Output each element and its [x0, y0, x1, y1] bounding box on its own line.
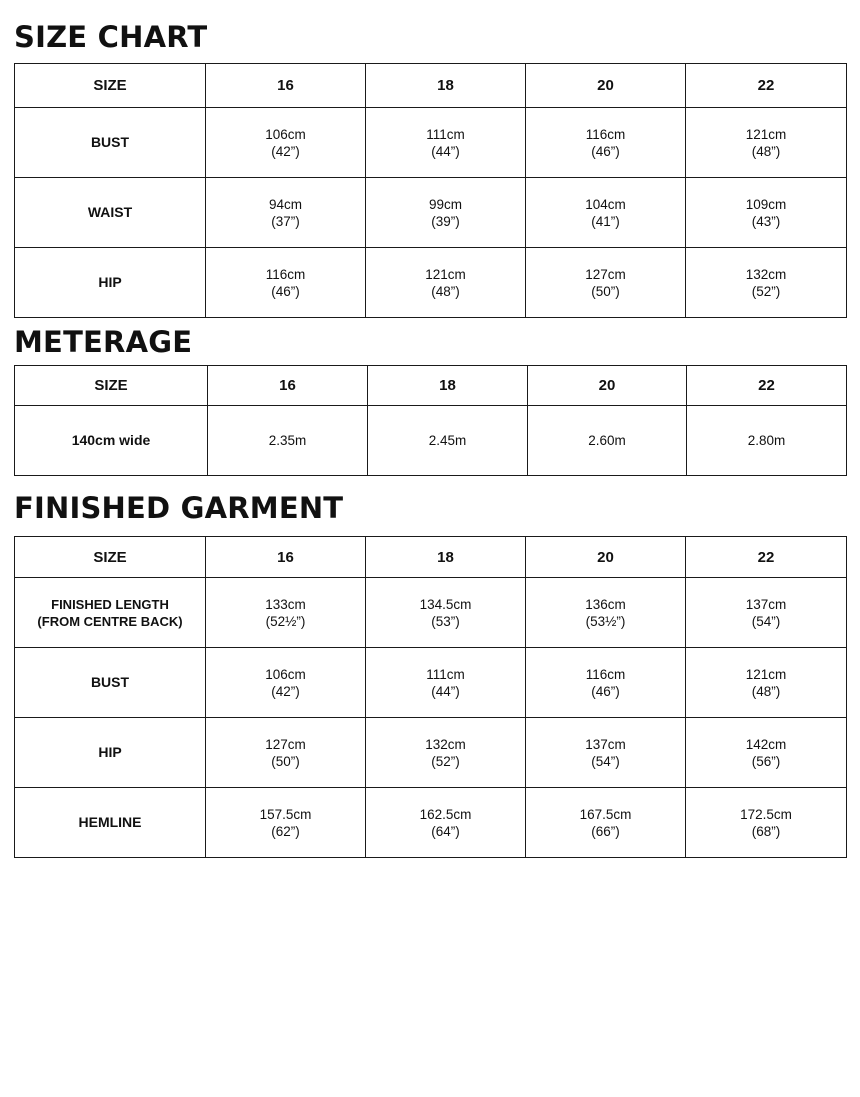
cm-value: 172.5cm — [740, 806, 792, 822]
measurement-cell — [686, 718, 847, 788]
measurement-cell — [366, 108, 526, 178]
header-cell-20: 20 — [526, 537, 686, 578]
inch-value: (53½”) — [585, 613, 626, 629]
header-cell-22: 22 — [686, 537, 847, 578]
cm-value: 133cm — [265, 596, 306, 612]
cm-value: 121cm — [745, 666, 787, 682]
table-row — [15, 788, 847, 858]
meterage-cell: 2.45m — [368, 406, 528, 476]
meterage-cell: 2.35m — [208, 406, 368, 476]
cm-value: 109cm — [745, 196, 787, 212]
inch-value: (52”) — [431, 753, 460, 769]
header-cell-18: 18 — [366, 64, 526, 108]
row-label-hemline: HEMLINE — [15, 788, 206, 858]
header-cell-16: 16 — [208, 366, 368, 406]
measurement-cell — [686, 178, 847, 248]
cm-value: 121cm — [425, 266, 466, 282]
measurement-cell — [206, 718, 366, 788]
header-cell-16: 16 — [206, 537, 366, 578]
inch-value: (48”) — [751, 143, 781, 159]
table-row — [15, 578, 847, 648]
measurement-cell — [526, 248, 686, 318]
inch-value: (64”) — [431, 823, 460, 839]
measurement-cell — [686, 788, 847, 858]
measurement-cell — [206, 248, 366, 318]
inch-value: (50”) — [591, 283, 620, 299]
measurement-cell — [366, 788, 526, 858]
measurement-cell — [366, 648, 526, 718]
measurement-cell — [206, 648, 366, 718]
measurement-cell — [686, 648, 847, 718]
cm-value: 121cm — [745, 126, 787, 142]
inch-value: (42”) — [271, 143, 300, 159]
finished-garment-table — [14, 536, 847, 858]
cm-value: 132cm — [745, 266, 787, 282]
cm-value: 137cm — [745, 596, 787, 612]
inch-value: (44”) — [431, 143, 460, 159]
inch-value: (37”) — [271, 213, 300, 229]
cm-value: 104cm — [585, 196, 626, 212]
row-label-hip: HIP — [15, 248, 206, 318]
cm-value: 116cm — [265, 266, 306, 282]
inch-value: (39”) — [431, 213, 460, 229]
inch-value: (48”) — [751, 683, 781, 699]
meterage-cell: 2.60m — [528, 406, 687, 476]
measurement-cell — [206, 578, 366, 648]
row-label-finished-length — [15, 578, 206, 648]
inch-value: (46”) — [591, 683, 620, 699]
table-row — [15, 248, 847, 318]
measurement-cell — [366, 248, 526, 318]
inch-value: (52½”) — [265, 613, 306, 629]
meterage-title: METERAGE — [14, 325, 193, 359]
table-row — [15, 406, 847, 476]
cm-value: 162.5cm — [419, 806, 472, 822]
inch-value: (44”) — [431, 683, 460, 699]
measurement-cell — [686, 578, 847, 648]
inch-value: (48”) — [431, 283, 460, 299]
header-cell-20: 20 — [528, 366, 687, 406]
cm-value: 136cm — [585, 596, 626, 612]
inch-value: (43”) — [751, 213, 781, 229]
header-cell-size: SIZE — [15, 366, 208, 406]
size-chart-title: SIZE CHART — [14, 20, 208, 54]
header-cell-22: 22 — [686, 64, 847, 108]
cm-value: 134.5cm — [419, 596, 472, 612]
cm-value: 127cm — [585, 266, 626, 282]
header-cell-18: 18 — [368, 366, 528, 406]
measurement-cell — [686, 248, 847, 318]
inch-value: (41”) — [591, 213, 620, 229]
measurement-cell — [206, 788, 366, 858]
header-cell-22: 22 — [687, 366, 847, 406]
measurement-cell — [526, 178, 686, 248]
cm-value: 106cm — [265, 666, 306, 682]
meterage-table — [14, 365, 847, 476]
table-header-row — [15, 64, 847, 108]
cm-value: 142cm — [745, 736, 787, 752]
table-row — [15, 178, 847, 248]
measurement-cell — [366, 178, 526, 248]
cm-value: 94cm — [268, 196, 302, 212]
table-row — [15, 648, 847, 718]
cm-value: 106cm — [265, 126, 306, 142]
inch-value: (50”) — [271, 753, 300, 769]
table-row — [15, 108, 847, 178]
row-label-line: FINISHED LENGTH — [51, 596, 169, 612]
cm-value: 157.5cm — [259, 806, 312, 822]
header-cell-size: SIZE — [15, 537, 206, 578]
row-label-waist: WAIST — [15, 178, 206, 248]
cm-value: 111cm — [426, 126, 465, 142]
table-row — [15, 718, 847, 788]
cm-value: 99cm — [428, 196, 462, 212]
measurement-cell — [366, 578, 526, 648]
meterage-cell: 2.80m — [687, 406, 847, 476]
finished-garment-title: FINISHED GARMENT — [14, 491, 344, 525]
cm-value: 132cm — [425, 736, 466, 752]
inch-value: (42”) — [271, 683, 300, 699]
row-label-hip: HIP — [15, 718, 206, 788]
inch-value: (68”) — [751, 823, 781, 839]
table-header-row — [15, 537, 847, 578]
inch-value: (66”) — [591, 823, 620, 839]
measurement-cell — [686, 108, 847, 178]
cm-value: 116cm — [585, 666, 626, 682]
measurement-cell — [206, 108, 366, 178]
measurement-cell — [526, 718, 686, 788]
inch-value: (62”) — [271, 823, 300, 839]
inch-value: (56”) — [751, 753, 781, 769]
measurement-cell — [366, 718, 526, 788]
table-header-row — [15, 366, 847, 406]
row-label-bust: BUST — [15, 648, 206, 718]
measurement-cell — [526, 648, 686, 718]
header-cell-20: 20 — [526, 64, 686, 108]
row-label-line: (FROM CENTRE BACK) — [37, 613, 183, 629]
measurement-cell — [526, 788, 686, 858]
cm-value: 137cm — [585, 736, 626, 752]
header-cell-size: SIZE — [15, 64, 206, 108]
cm-value: 111cm — [426, 666, 465, 682]
header-cell-18: 18 — [366, 537, 526, 578]
cm-value: 116cm — [585, 126, 626, 142]
inch-value: (54”) — [751, 613, 781, 629]
row-label-bust: BUST — [15, 108, 206, 178]
measurement-cell — [526, 578, 686, 648]
inch-value: (46”) — [271, 283, 300, 299]
measurement-cell — [206, 178, 366, 248]
inch-value: (46”) — [591, 143, 620, 159]
measurement-cell — [526, 108, 686, 178]
cm-value: 127cm — [265, 736, 306, 752]
cm-value: 167.5cm — [579, 806, 632, 822]
inch-value: (54”) — [591, 753, 620, 769]
row-label-fabric-width: 140cm wide — [15, 406, 208, 476]
size-chart-table — [14, 63, 847, 318]
inch-value: (52”) — [751, 283, 781, 299]
inch-value: (53”) — [431, 613, 460, 629]
header-cell-16: 16 — [206, 64, 366, 108]
